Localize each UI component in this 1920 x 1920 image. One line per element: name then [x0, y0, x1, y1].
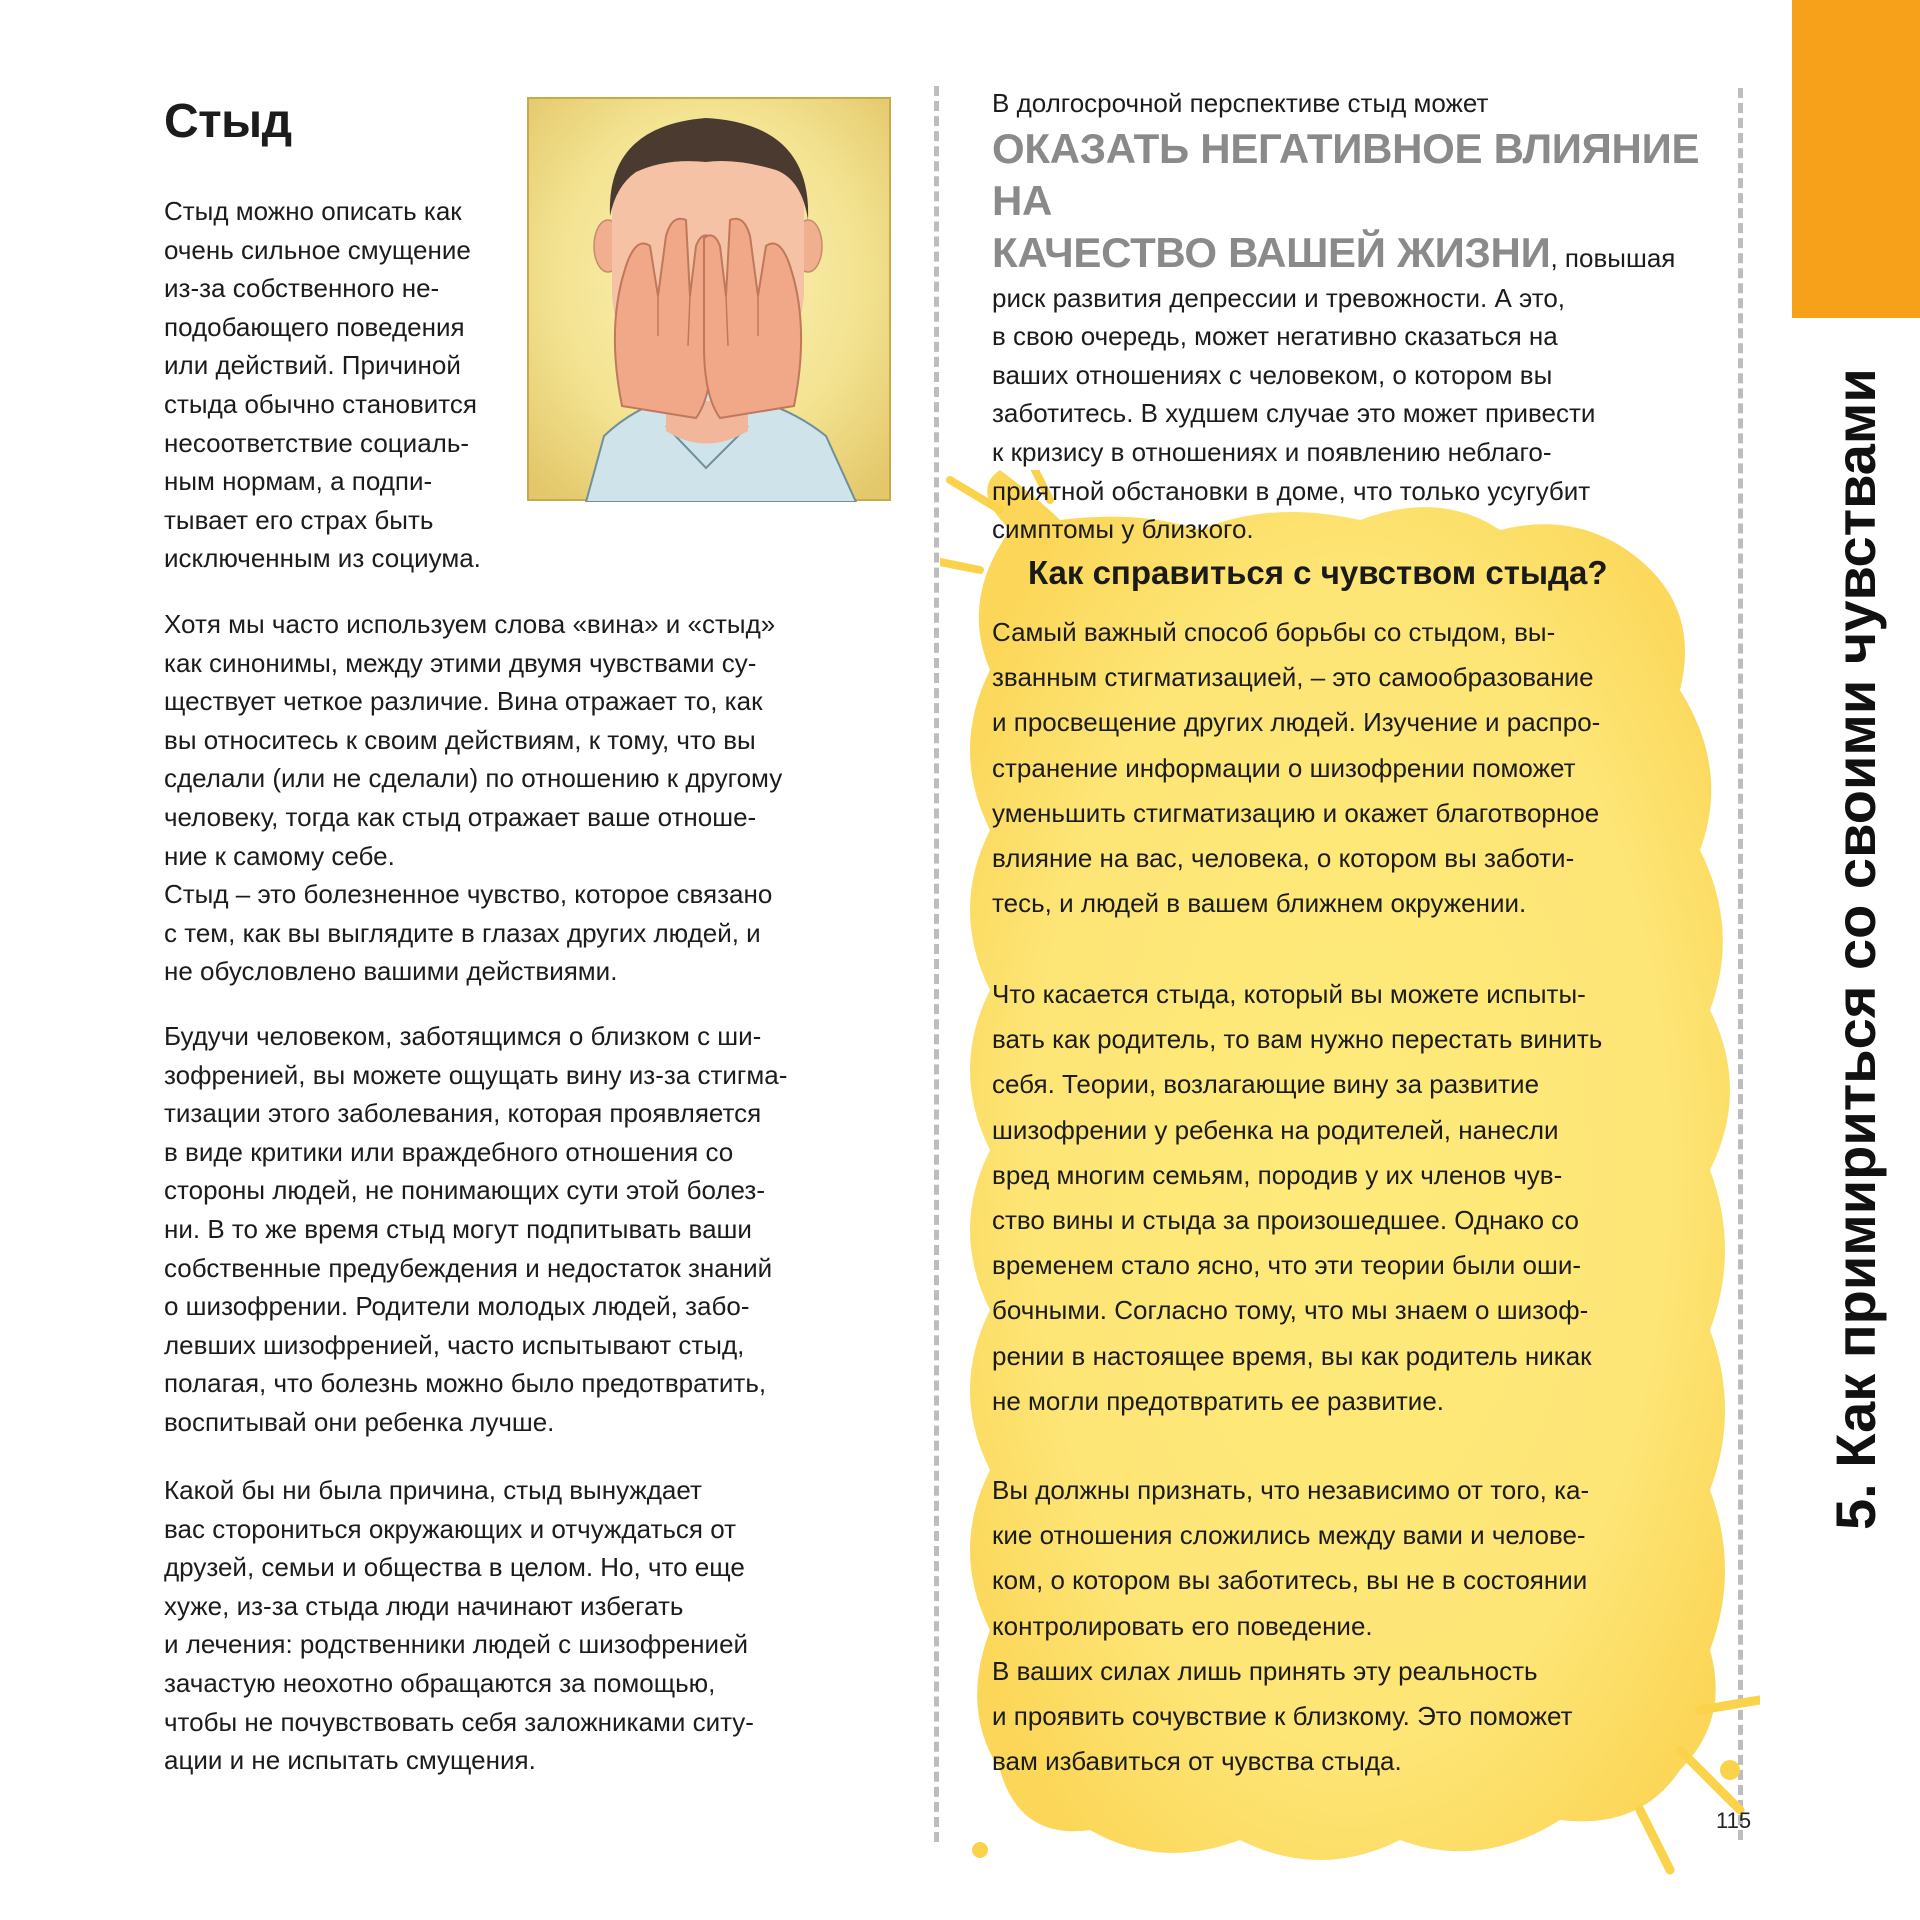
text-line: как синонимы, между этими двумя чувствами су- [164, 647, 757, 678]
text-line: и лечения: родственники людей с шизофренией [164, 1629, 749, 1660]
intro-line: исключенным из социума. [164, 543, 481, 574]
text-line: рении в настоящее время, вы как родитель никак [992, 1340, 1592, 1371]
text-line: в виде критики или враждебного отношения со [164, 1136, 734, 1167]
text-line: ваших отношениях с человеком, о котором вы [992, 359, 1553, 390]
section-heading: Стыд [164, 95, 292, 148]
emphasis-line: ОКАЗАТЬ НЕГАТИВНОЕ ВЛИЯНИЕ НА [992, 124, 1700, 224]
paragraph-stigma [164, 1017, 904, 1442]
text-line: влияние на вас, человека, о котором вы заботи- [992, 843, 1575, 874]
text-line: шизофрении у ребенка на родителей, нанесли [992, 1114, 1559, 1145]
intro-line: стыда обычно становится [164, 388, 478, 419]
paragraph-guilt-vs-shame [164, 605, 904, 991]
text-line: сделали (или не сделали) по отношению к другому [164, 763, 783, 794]
text-line: тесь, и людей в вашем ближнем окружении. [992, 888, 1527, 919]
text-line: вас сторониться окружающих и отчуждаться от [164, 1513, 737, 1544]
emphasis-tail: , повышая [1550, 242, 1676, 273]
text-line: ни. В то же время стыд могут подпитывать ваши [164, 1213, 752, 1244]
text-line: полагая, что болезнь можно было предотвратить, [164, 1368, 767, 1399]
text-line: зофренией, вы можете ощущать вину из-за стигма- [164, 1059, 788, 1090]
text-line: зачастую неохотно обращаются за помощью, [164, 1667, 716, 1698]
text-line: хуже, из-за стыда люди начинают избегать [164, 1590, 684, 1621]
text-line: левших шизофренией, часто испытывают стыд, [164, 1329, 745, 1360]
text-line: вред многим семьям, породив у их членов чув- [992, 1159, 1563, 1190]
text-line: человеку, тогда как стыд отражает ваше отноше- [164, 801, 757, 832]
paragraph-parents [992, 972, 1712, 1424]
text-line: временем стало ясно, что эти теории были оши- [992, 1250, 1582, 1281]
paragraph-isolation [164, 1471, 904, 1780]
paragraph-acceptance [992, 1468, 1712, 1784]
text-line: ние к самому себе. [164, 840, 395, 871]
chapter-tab [1792, 0, 1920, 318]
text-line: ство вины и стыда за произошедшее. Однако со [992, 1205, 1580, 1236]
text-line: Стыд – это болезненное чувство, которое связано [164, 879, 773, 910]
text-line: чтобы не почувствовать себя заложниками ситу- [164, 1706, 754, 1737]
paragraph-education [992, 610, 1712, 926]
text-line: с тем, как вы выглядите в глазах других людей, и [164, 917, 761, 948]
text-line: друзей, семьи и общества в целом. Но, что еще [164, 1552, 745, 1583]
text-line: не могли предотвратить ее развитие. [992, 1385, 1445, 1416]
text-line: Что касается стыда, который вы можете испыты- [992, 979, 1586, 1009]
text-line: собственные предубеждения и недостаток знаний [164, 1252, 773, 1283]
text-line: к кризису в отношениях и появлению неблаго- [992, 436, 1552, 467]
text-line: заботитесь. В худшем случае это может привести [992, 398, 1596, 429]
text-line: ации и не испытать смущения. [164, 1745, 536, 1776]
text-line: симптомы у близкого. [992, 514, 1254, 545]
text-line: вать как родитель, то вам нужно перестать винить [992, 1024, 1603, 1055]
text-line: в свою очередь, может негативно сказаться на [992, 321, 1558, 352]
text-line: вам избавиться от чувства стыда. [992, 1746, 1402, 1777]
text-line: ществует четкое различие. Вина отражает то, как [164, 686, 763, 717]
text-line: уменьшить стигматизацию и окажет благотворное [992, 797, 1600, 828]
text-line: Вы должны признать, что независимо от того, ка- [992, 1475, 1590, 1505]
text-line: воспитывай они ребенка лучше. [164, 1406, 555, 1437]
intro-line: тывает его страх быть [164, 504, 434, 535]
column-divider [934, 86, 939, 1842]
intro-line: подобающего поведения [164, 311, 465, 342]
text-line: о шизофрении. Родители молодых людей, забо- [164, 1291, 750, 1322]
intro-line: из-за собственного не- [164, 273, 440, 304]
text-line: и проявить сочувствие к близкому. Это поможет [992, 1701, 1573, 1732]
ashamed-person-illustration [526, 96, 892, 502]
intro-line: очень сильное смущение [164, 234, 471, 265]
chapter-title: 5. Как примириться со своими чувствами [1824, 368, 1887, 1530]
long-term-effects-paragraph [992, 84, 1732, 549]
text-line: и просвещение других людей. Изучение и распро- [992, 707, 1601, 738]
text-line: риск развития депрессии и тревожности. А это, [992, 282, 1566, 313]
text-line: тизации этого заболевания, которая проявляется [164, 1098, 762, 1129]
text-line: ком, о котором вы заботитесь, вы не в состоянии [992, 1565, 1588, 1596]
intro-line: ным нормам, а подпи- [164, 466, 433, 497]
emphasis-line: КАЧЕСТВО ВАШЕЙ ЖИЗНИ [992, 228, 1551, 276]
page-number: 115 [1716, 1808, 1752, 1833]
coping-subheading: Как справиться с чувством стыда? [1028, 554, 1608, 591]
lead-line: В долгосрочной перспективе стыд может [992, 88, 1489, 118]
text-line: званным стигматизацией, – это самообразование [992, 662, 1594, 693]
intro-paragraph [164, 192, 524, 578]
text-line: Какой бы ни была причина, стыд вынуждает [164, 1475, 702, 1505]
text-line: В ваших силах лишь принять эту реальность [992, 1655, 1538, 1686]
text-line: Хотя мы часто используем слова «вина» и «стыд» [164, 609, 776, 639]
intro-line: или действий. Причиной [164, 350, 461, 381]
text-line: себя. Теории, возлагающие вину за развитие [992, 1069, 1540, 1100]
text-line: бочными. Согласно тому, что мы знаем о шизоф- [992, 1295, 1589, 1326]
text-line: стороны людей, не понимающих сути этой болез- [164, 1175, 765, 1206]
text-line: Самый важный способ борьбы со стыдом, вы- [992, 617, 1556, 647]
intro-line: несоответствие социаль- [164, 427, 470, 458]
intro-line: Стыд можно описать как [164, 196, 462, 226]
text-line: контролировать его поведение. [992, 1610, 1373, 1641]
text-line: кие отношения сложились между вами и челове- [992, 1520, 1586, 1551]
text-line: Будучи человеком, заботящимся о близком с ши- [164, 1021, 762, 1051]
text-line: странение информации о шизофрении поможет [992, 752, 1576, 783]
text-line: приятной обстановки в доме, что только усугубит [992, 475, 1591, 506]
text-line: вы относитесь к своим действиям, к тому, что вы [164, 724, 756, 755]
text-line: не обусловлено вашими действиями. [164, 956, 618, 987]
